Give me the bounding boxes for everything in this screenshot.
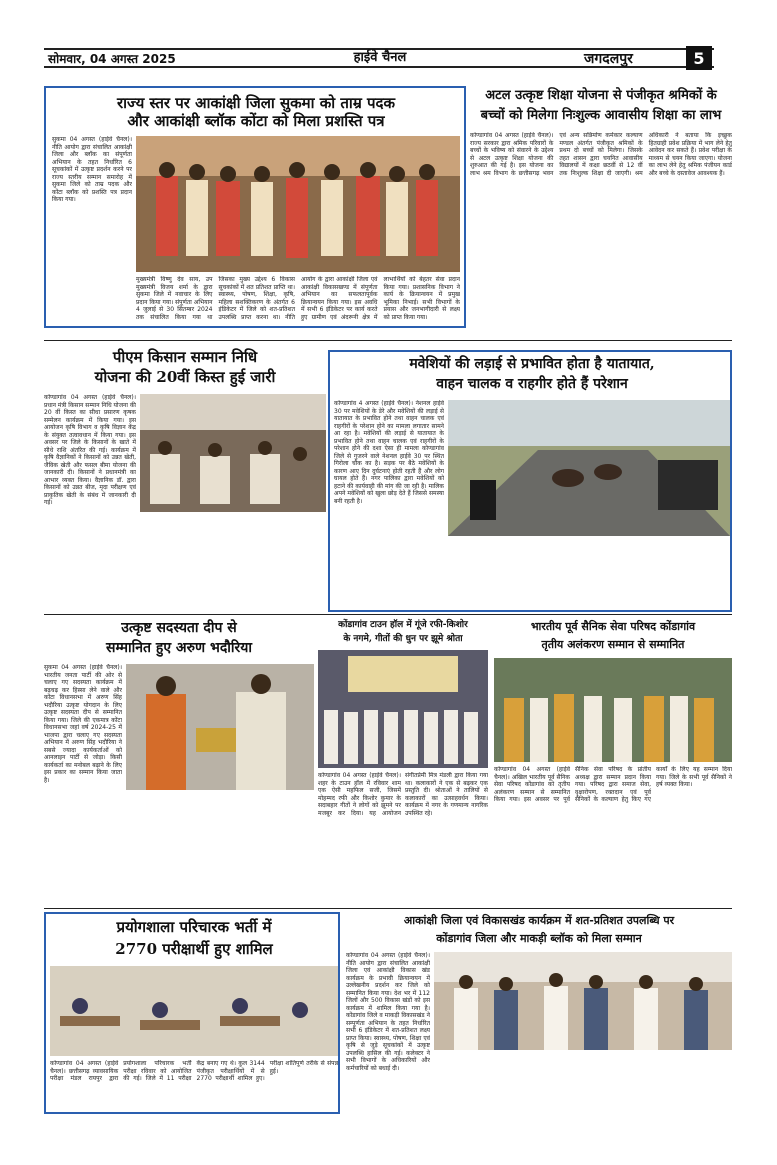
scholar-headline-1: अटल उत्कृष्ट शिक्षा योजना से पंजीकृत श्रमिकों के [485, 88, 717, 103]
prayog-photo [50, 966, 338, 1056]
prayog-body: कोण्डागांव 04 अगस्त (हाईवे चैनल)। छत्तीसगढ़ व्यावसायिक परीक्षा मंडल रायपुर द्वारा प्रयोगशाला परिचारक भर्ती परीक्षा रविवार को आयोजित की गई। जिले में 11 परीक्षा केंद्र बनाए गए थे। कुल 3144 पंजीकृत परीक्षार्थियों में से 2770 परीक्षार्थी शामिल हुए। परीक्षा शांतिपूर्ण तरीके से संपन्न हुई। [50, 1060, 338, 1082]
divider [44, 614, 732, 615]
cattle-headline-1: मवेशियों की लड़ाई से प्रभावित होता है यातायात, [409, 356, 655, 372]
deep-body: सुकमा 04 अगस्त (हाईवे चैनल)। भारतीय जनता पार्टी की ओर से चलाए गए सदस्यता कार्यक्रम में बढ़चढ़ कर हिस्सा लेने वाले और कोंटा विधानसभा में अरुण सिंह भदौरिया उत्कृष्ट योगदान के लिए उत्कृष्ट सदस्यता दीप से सम्मानित किया गया। जिले की एकमात्र कोंटा विधानसभा जहां वर्ष 2024-25 में भाजपा द्वारा चलाए गए सदस्यता अभियान में अरुण सिंह भदौरिया ने सबसे ज्यादा कार्यकर्ताओं को आनलाइन पार्टी से जोड़ा। किसी कार्यकर्ता का मनोबल बढ़ाने के लिए इस प्रकार का सम्मान किया जाता है। [44, 664, 122, 784]
deep-headline-1: उत्कृष्ट सदस्यता दीप से [121, 620, 237, 636]
prayog-headline-1: प्रयोगशाला परिचारक भर्ती में [116, 918, 272, 936]
sukma-headline-1: राज्य स्तर पर आकांक्षी जिला सुकमा को ताम्र पदक [116, 94, 396, 112]
prayog-headline-2: 2770 परीक्षार्थी हुए शामिल [115, 940, 273, 958]
kisan-article [44, 346, 326, 608]
aakanshi-headline-1: आकांक्षी जिला एवं विकासखंड कार्यक्रम में शत-प्रतिशत उपलब्धि पर [403, 914, 675, 927]
deep-photo [126, 664, 314, 790]
sukma-headline-2: और आकांक्षी ब्लॉक कोंटा को मिला प्रशस्ति पत्र [127, 112, 385, 130]
townhall-photo [318, 650, 488, 768]
divider [44, 908, 732, 909]
prayog-article [44, 912, 340, 1114]
sainik-article [494, 618, 732, 910]
sukma-article [44, 86, 466, 328]
cattle-body: कोण्डागांव 4 अगस्त (हाईवे चैनल)। नेशनल हाईवे 30 पर मवेशियों के डेरे और मवेशियों की लड़ाई से यातायात के प्रभावित होने तथा वाहन चालक एवं राहगीरों के परेशान होने का मामला लगातार सामने आ रहा है। मवेशियों की लड़ाई से यातायात के प्रभावित होने तथा वाहन चालक एवं राहगीरों के परेशान होने की दशा ऐसा ही मामला कोण्डागांव जिले से गुजरने वाले नेशनल हाईवे 30 पर स्थित गिरोला चौक का है। सड़क पर बैठे मवेशियों के कारण आए दिन दुर्घटनाएं होती रहती हैं और लोग घायल होते हैं। नगर पालिका द्वारा मवेशियों को हटाने की कार्यवाही की मांग की जा रही है। मालिक अपने मवेशियों को खुला छोड़ देते हैं जिससे समस्या बनी रहती है। [334, 400, 444, 505]
sukma-body: मुख्यमंत्री विष्णु देव साय, उप मुख्यमंत्री विजय शर्मा के द्वारा सुकमा जिले में नवाचार के लिए प्रदान किया गया। संपूर्णता अभियान 4 जुलाई से 30 सितम्बर 2024 तक संचालित किया गया था जिसका मुख्य उद्देश्य 6 विकास सूचकांकों में शत प्रतिशत प्राप्ति था। स्वास्थ्य, पोषण, शिक्षा, कृषि, महिला सशक्तिकरण के अंतर्गत 6 इंडिकेटर में जिले को शत-प्रतिशत उपलब्धि प्राप्त करना था। नीति आयोग के द्वारा आकांक्षी जिला एवं आकांक्षी विकासखण्ड में संपूर्णता अभियान का सफलतापूर्वक क्रियान्वयन किया गया। इस अवधि में सभी 6 इंडिकेटर पर कार्य करते हुए ग्रामीण एवं अंदरूनी क्षेत्र में लाभार्थियों को बेहतर सेवा प्रदान किया गया। प्रशासनिक विभाग ने कार्य के क्रियान्वयन में प्रमुख भूमिका निभाई। सभी विभागों के प्रयास और जनभागीदारी से लक्ष्य को प्राप्त किया गया। [136, 276, 460, 321]
scholarship-article [470, 86, 732, 350]
aakanshi-photo [434, 952, 732, 1050]
sukma-photo [136, 136, 460, 272]
kisan-photo [140, 394, 326, 512]
sainik-headline-2: तृतीय अलंकरण सम्मान से सम्मानित [541, 638, 685, 651]
scholar-headline-2: बच्चों को मिलेगा निःशुल्क आवासीय शिक्षा का लाभ [480, 108, 722, 123]
cattle-article [328, 350, 732, 612]
sainik-headline-1: भारतीय पूर्व सैनिक सेवा परिषद कोंडागांव [530, 620, 696, 633]
townhall-article [318, 618, 488, 910]
aakanshi-body: कोण्डागांव 04 अगस्त (हाईवे चैनल)। नीति आयोग द्वारा संचालित आकांक्षी जिला एवं आकांक्षी विकास खंड कार्यक्रम के प्रभावी क्रियान्वयन में उल्लेखनीय प्रदर्शन कर जिले को सम्मानित किया गया। देश भर में 112 जिलों और 500 विकास खंडों को इस कार्यक्रम में शामिल किया गया है। कोंडागांव जिले व माकड़ी विकासखंड ने सम्पूर्णता अभियान के तहत निर्धारित सभी 6 इंडिकेटर में शत-प्रतिशत लक्ष्य प्राप्त किया। स्वास्थ्य, पोषण, शिक्षा एवं कृषि से जुड़े सूचकांकों में उत्कृष्ट उपलब्धि हासिल की गई। कलेक्टर ने सभी विभागों के अधिकारियों और कर्मचारियों को बधाई दी। [346, 952, 430, 1072]
paper-name: हाईवे चैनल [353, 50, 407, 65]
sukma-lead: सुकमा 04 अगस्त (हाईवे चैनल)। नीति आयोग द्वारा संचालित आकांक्षी जिला और ब्लॉक का संपूर्णता अभियान के तहत निर्धारित 6 सूचकांकों में उत्कृष्ट प्रदर्शन करने पर राज्य स्तरीय सम्मान समारोह में सुकमा जिले को ताम्र पदक और कोंटा ब्लॉक को प्रशस्ति पत्र प्रदान किया गया। [52, 136, 132, 203]
divider [44, 340, 732, 341]
cattle-headline-2: वाहन चालक व राहगीर होते हैं परेशान [436, 376, 628, 392]
issue-date: सोमवार, 04 अगस्त 2025 [48, 51, 176, 66]
townhall-headline-2: के नगमे, गीतों की धुन पर झूमे श्रोता [343, 634, 463, 644]
section-name: जगदलपुर [584, 50, 633, 67]
kisan-body: कोण्डागांव 04 अगस्त (हाईवे चैनल)। प्रधान मंत्री किसान सम्मान निधि योजना की 20 वीं किस्त का सीधा प्रसारण कृषक सम्मेलन कार्यक्रम में किया गया। इस आयोजन कृषि विभाग व कृषि विज्ञान केंद्र के संयुक्त तत्वावधान में किया गया। इस अवसर पर जिले के किसानों के खाते में सीधे राशि अंतरित की गई। कार्यक्रम में कृषि वैज्ञानिकों ने किसानों को उन्नत खेती, जैविक खेती और फसल बीमा योजना की जानकारी दी। किसानों ने प्रधानमंत्री का आभार व्यक्त किया। वैज्ञानिक डॉ. द्वारा किसानों को उन्नत बीज, मृदा परीक्षण एवं प्राकृतिक खेती के संबंध में जानकारी दी गई। [44, 394, 136, 506]
townhall-body: कोण्डागांव 04 अगस्त (हाईवे चैनल)। शहर के टाउन हॉल में रविवार शाम एक ऐसी महफिल सजी, जिसमें मोहम्मद रफी और किशोर कुमार के सदाबहार गीतों ने लोगों को झूमने पर मजबूर कर दिया। यह आयोजन संगीतप्रेमी मित्र मंडली द्वारा किया गया था। कलाकारों ने एक से बढ़कर एक प्रस्तुति दी। श्रोताओं ने तालियों से कलाकारों का उत्साहवर्धन किया। कार्यक्रम में नगर के गणमान्य नागरिक उपस्थित रहे। [318, 772, 488, 817]
aakanshi-article [346, 912, 732, 1114]
aakanshi-headline-2: कोंडागांव जिला और माकड़ी ब्लॉक को मिला सम्मान [436, 932, 642, 945]
townhall-headline-1: कोंडागांव टाउन हॉल में गूंजे रफी-किशोर [338, 620, 468, 630]
cattle-photo [448, 400, 730, 536]
kisan-headline-1: पीएम किसान सम्मान निधि [112, 348, 258, 366]
page-number: 5 [686, 46, 712, 70]
scholar-body: कोण्डागांव 04 अगस्त (हाईवे चैनल)। राज्य सरकार द्वारा श्रमिक परिवारों के बच्चों के भविष्य को संवारने के उद्देश्य से अटल उत्कृष्ट शिक्षा योजना की शुरुआत की गई है। इस योजना का लाभ श्रम विभाग के छत्तीसगढ़ भवन एवं अन्य सन्निर्माण कर्मकार कल्याण मण्डल अंतर्गत पंजीकृत श्रमिकों के प्रथम दो बच्चों को मिलेगा। जिसके तहत शासन द्वारा चयनित आवासीय विद्यालयों में कक्षा छठवीं से 12 वीं तक निःशुल्क शिक्षा दी जाएगी। श्रम अधिकारी ने बताया कि इच्छुक हितग्राही प्रवेश प्रक्रिया में भाग लेने हेतु आवेदन कर सकते हैं। प्रवेश परीक्षा के माध्यम से चयन किया जाएगा। योजना का लाभ लेने हेतु श्रमिक पंजीयन कार्ड और बच्चे के दस्तावेज आवश्यक हैं। [470, 132, 732, 177]
sainik-body: कोण्डागांव 04 अगस्त (हाईवे चैनल)। अखिल भारतीय पूर्व सैनिक सेवा परिषद कोंडागांव को तृतीय अलंकरण सम्मान से सम्मानित किया गया। इस अवसर पर पूर्व सैनिक सेवा परिषद के प्रांतीय अध्यक्ष द्वारा सम्मान प्रदान किया गया। परिषद द्वारा समाज सेवा, वृक्षारोपण, रक्तदान एवं पूर्व सैनिकों के कल्याण हेतु किए गए कार्यों के लिए यह सम्मान दिया गया। जिले के सभी पूर्व सैनिकों ने हर्ष व्यक्त किया। [494, 766, 732, 803]
kisan-headline-2: योजना की 20वीं किस्त हुई जारी [94, 368, 276, 386]
deep-headline-2: सम्मानित हुए अरुण भदौरिया [105, 640, 252, 656]
deep-article [44, 618, 314, 910]
sainik-photo [494, 658, 732, 762]
